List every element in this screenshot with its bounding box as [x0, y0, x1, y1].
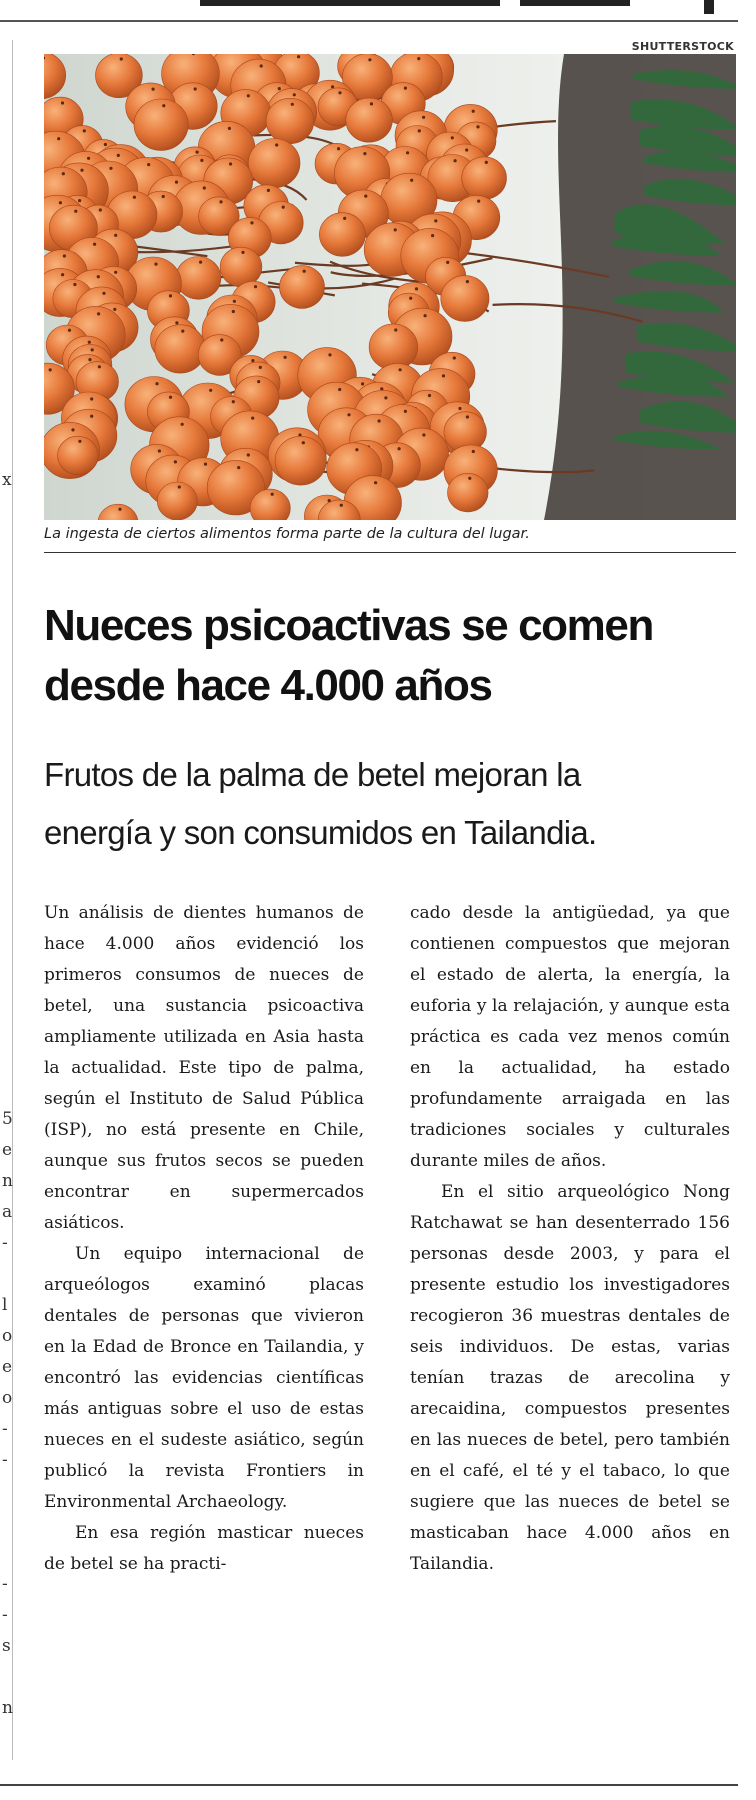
fruit-tip — [466, 280, 469, 283]
fruit-tip — [147, 163, 150, 166]
fruit-tip — [232, 400, 235, 403]
fruit-tip — [343, 217, 346, 220]
fruit-tip — [394, 328, 397, 331]
fruit-tip — [278, 87, 281, 90]
betel-fruit — [220, 247, 262, 287]
betel-fruit — [248, 139, 300, 188]
adjacent-column-edge — [0, 40, 13, 1760]
fruit-tip — [422, 116, 425, 119]
fruit-tip — [83, 129, 86, 132]
fruit-tip — [98, 365, 101, 368]
fruit-tip — [275, 143, 278, 146]
fruit-tip — [61, 101, 64, 104]
fruit-tip — [90, 415, 93, 418]
fruit-tip — [63, 254, 66, 257]
fruit-tip — [80, 169, 83, 172]
betel-fruit — [448, 473, 489, 512]
fruit-tip — [209, 389, 212, 392]
betel-palm-fruit-image — [44, 54, 736, 520]
fruit-tip — [250, 221, 253, 224]
adjacent-fragment: - — [2, 1450, 8, 1470]
fruit-tip — [378, 419, 381, 422]
fruit-tip — [174, 460, 177, 463]
fruit-tip — [363, 152, 366, 155]
fruit-tip — [90, 397, 93, 400]
fruit-tip — [241, 251, 244, 254]
betel-fruit — [275, 436, 326, 485]
fruit-tip — [466, 415, 469, 418]
fruit-tip — [169, 294, 172, 297]
fruit-tip — [260, 64, 263, 67]
fruit-tip — [364, 195, 367, 198]
fruit-tip — [458, 407, 461, 410]
fruit-tip — [271, 493, 274, 496]
fruit-tip — [361, 382, 364, 385]
fruit-tip — [247, 453, 250, 456]
body-paragraph: En el sitio arqueológico Nong Ratchawat se han desenterrado 156 personas desde 2003, y para el presente estudio los investigadores recogieron 36 muestras dentales de seis individuos. De estas, varias tenían trazas de arecolina y arecaidina, compuestos presentes en las nueces de betel, pero también en el café, el té y el tabaco, lo que sugiere que las nueces de betel se masticaban hace 4.000 años en Tailandia. — [410, 1182, 730, 1574]
fruit-tip — [178, 485, 181, 488]
fruit-tip — [465, 148, 468, 151]
fruit-tip — [302, 441, 305, 444]
fruit-tip — [293, 93, 296, 96]
betel-fruit — [176, 257, 221, 300]
fruit-tip — [49, 368, 52, 371]
fruit-tip — [203, 186, 206, 189]
fruit-tip — [181, 423, 184, 426]
fruit-tip — [380, 387, 383, 390]
adjacent-fragment: n — [2, 1698, 13, 1718]
header-rule — [0, 20, 738, 22]
fruit-tip — [410, 179, 413, 182]
subheadline-line: Frutos de la palma de betel mejoran la — [44, 756, 581, 793]
fruit-tip — [228, 127, 231, 130]
fruit-tip — [133, 196, 136, 199]
fruit-tip — [74, 210, 77, 213]
fruit-tip — [113, 308, 116, 311]
fruit-tip — [97, 275, 100, 278]
fruit-tip — [476, 125, 479, 128]
fruit-tip — [102, 292, 105, 295]
previous-headline-fragment — [200, 0, 500, 6]
fruit-tip — [114, 271, 117, 274]
fruit-tip — [328, 353, 331, 356]
fruit-tip — [59, 201, 62, 204]
footer-rule — [0, 1784, 738, 1786]
fruit-tip — [99, 208, 102, 211]
fruit-tip — [370, 102, 373, 105]
fruit-tip — [229, 162, 232, 165]
fruit-tip — [162, 104, 165, 107]
headline-line: desde hace 4.000 años — [44, 661, 492, 710]
adjacent-fragment: - — [2, 1233, 8, 1253]
adjacent-fragment: 5 — [2, 1109, 13, 1129]
subheadline — [44, 746, 744, 862]
fruit-tip — [120, 57, 123, 60]
fruit-tip — [73, 283, 76, 286]
fruit-tip — [291, 103, 294, 106]
fruit-tip — [93, 243, 96, 246]
fruit-tip — [169, 396, 172, 399]
fruit-tip — [237, 466, 240, 469]
headline-line: Nueces psicoactivas se comen — [44, 601, 653, 650]
fruit-tip — [194, 87, 197, 90]
betel-fruit — [266, 98, 314, 143]
fruit-tip — [61, 273, 64, 276]
fruit-tip — [219, 200, 222, 203]
headline — [44, 596, 744, 716]
fruit-tip — [118, 508, 121, 511]
fruit-tip — [338, 388, 341, 391]
fruit-tip — [477, 200, 480, 203]
fruit-tip — [158, 449, 161, 452]
fruit-tip — [257, 380, 260, 383]
photo-credit: SHUTTERSTOCK — [631, 40, 734, 53]
fruit-tip — [347, 413, 350, 416]
adjacent-fragment: x — [2, 470, 12, 490]
fruit-tip — [251, 359, 254, 362]
adjacent-fragment: o — [2, 1388, 13, 1408]
fruit-tip — [340, 504, 343, 507]
fruit-tip — [196, 151, 199, 154]
adjacent-fragment: e — [2, 1140, 13, 1160]
fruit-tip — [259, 366, 262, 369]
fruit-tip — [175, 321, 178, 324]
body-paragraph: Un análisis de dientes humanos de hace 4.000 años evidenció los primeros consumos de nueces de betel, una sustancia psicoactiva ampliamente utilizada en Asia hasta la actualidad. Este tipo de palma, según el Instituto de Salud Pública (ISP), no está presente en Chile, aunque sus frutos secos se pueden encontrar en supermercados asiáticos. — [44, 903, 364, 1233]
betel-fruit — [441, 276, 489, 322]
fruit-tip — [415, 287, 418, 290]
fruit-tip — [284, 356, 287, 359]
fruit-tip — [88, 358, 91, 361]
adjacent-fragment: - — [2, 1574, 8, 1594]
fruit-tip — [446, 261, 449, 264]
betel-fruit — [134, 99, 188, 150]
fruit-tip — [114, 234, 117, 237]
fruit-tip — [297, 55, 300, 58]
fruit-tip — [404, 410, 407, 413]
fruit-tip — [453, 356, 456, 359]
previous-headline-fragment — [704, 0, 714, 14]
fruit-tip — [254, 285, 257, 288]
fruit-tip — [152, 88, 155, 91]
fruit-tip — [337, 147, 340, 150]
fruit-tip — [78, 440, 81, 443]
fruit-tip — [154, 263, 157, 266]
fruit-tip — [368, 58, 371, 61]
fruit-tip — [417, 57, 420, 60]
fruit-tip — [394, 228, 397, 231]
body-paragraph: cado desde la antigüedad, ya que contienen compuestos que mejoran el estado de alerta, la energía, la euforia y la relajación, y aunque esta práctica es cada vez menos común en la actualidad, ha estado profundamente arraigada en las tradiciones sociales y culturales durante miles de años. — [410, 903, 730, 1171]
adjacent-fragment: - — [2, 1419, 8, 1439]
fruit-tip — [355, 448, 358, 451]
fruit-tip — [104, 143, 107, 146]
betel-fruit — [369, 324, 418, 370]
fruit-tip — [78, 199, 81, 202]
article-column-right — [410, 898, 730, 1580]
fruit-tip — [267, 189, 270, 192]
fruit-tip — [384, 396, 387, 399]
adjacent-fragment: l — [2, 1295, 8, 1315]
fruit-tip — [232, 310, 235, 313]
betel-fruit — [346, 98, 393, 142]
fruit-tip — [117, 154, 120, 157]
caption-rule — [44, 552, 736, 553]
subheadline-line: energía y son consumidos en Tailandia. — [44, 814, 597, 851]
fruit-tip — [434, 219, 437, 222]
fruit-tip — [233, 300, 236, 303]
betel-fruit — [157, 482, 197, 520]
article-column-left — [44, 898, 364, 1580]
fruit-tip — [424, 314, 427, 317]
fruit-tip — [422, 433, 425, 436]
fruit-tip — [485, 161, 488, 164]
fruit-tip — [399, 368, 402, 371]
fruit-tip — [71, 428, 74, 431]
body-paragraph: En esa región masticar nueces de betel se ha practi- — [44, 1523, 364, 1574]
betel-fruit — [58, 436, 99, 475]
previous-headline-fragment — [520, 0, 630, 6]
betel-fruit — [462, 157, 507, 200]
adjacent-fragment: s — [2, 1636, 11, 1656]
fruit-tip — [409, 297, 412, 300]
fruit-tip — [472, 450, 475, 453]
adjacent-fragment: a — [2, 1202, 13, 1222]
body-paragraph: Un equipo internacional de arqueólogos examinó placas dentales de personas que vivieron en la Edad de Bronce en Tailandia, y encontró las evidencias científicas más antiguas sobre el uso de estas nueces en el sudeste asiático, según publicó la revista Frontiers in Environmental Archaeology. — [44, 1244, 364, 1512]
fruit-tip — [175, 181, 178, 184]
fruit-tip — [181, 330, 184, 333]
fruit-tip — [472, 110, 475, 113]
fruit-tip — [204, 463, 207, 466]
fruit-tip — [91, 348, 94, 351]
betel-fruit — [280, 266, 325, 309]
adjacent-fragment: o — [2, 1326, 13, 1346]
fruit-tip — [338, 91, 341, 94]
fruit-tip — [418, 129, 421, 132]
photo-caption: La ingesta de ciertos alimentos forma parte de la cultura del lugar. — [44, 526, 530, 542]
fruit-tip — [406, 151, 409, 154]
adjacent-fragment: e — [2, 1357, 13, 1377]
fruit-tip — [57, 137, 60, 140]
fruit-tip — [155, 382, 158, 385]
betel-fruit — [319, 213, 365, 257]
fruit-tip — [374, 481, 377, 484]
fruit-tip — [247, 94, 250, 97]
fruit-tip — [451, 136, 454, 139]
fruit-tip — [162, 195, 165, 198]
fruit-tip — [251, 417, 254, 420]
fruit-tip — [97, 312, 100, 315]
fruit-tip — [88, 341, 91, 344]
adjacent-fragment: - — [2, 1605, 8, 1625]
fruit-tip — [220, 338, 223, 341]
betel-fruit — [155, 325, 206, 373]
fruit-tip — [431, 234, 434, 237]
fruit-tip — [398, 447, 401, 450]
fruit-tip — [62, 172, 65, 175]
fruit-tip — [109, 167, 112, 170]
adjacent-fragment: n — [2, 1171, 13, 1191]
fruit-tip — [87, 157, 90, 160]
fruit-tip — [68, 329, 71, 332]
fruit-tip — [428, 394, 431, 397]
fruit-tip — [454, 159, 457, 162]
article-photo — [44, 54, 736, 520]
fruit-tip — [303, 270, 306, 273]
fruit-tip — [200, 159, 203, 162]
fruit-tip — [468, 477, 471, 480]
fruit-tip — [199, 261, 202, 264]
fruit-tip — [404, 87, 407, 90]
fruit-tip — [282, 206, 285, 209]
fruit-tip — [442, 374, 445, 377]
